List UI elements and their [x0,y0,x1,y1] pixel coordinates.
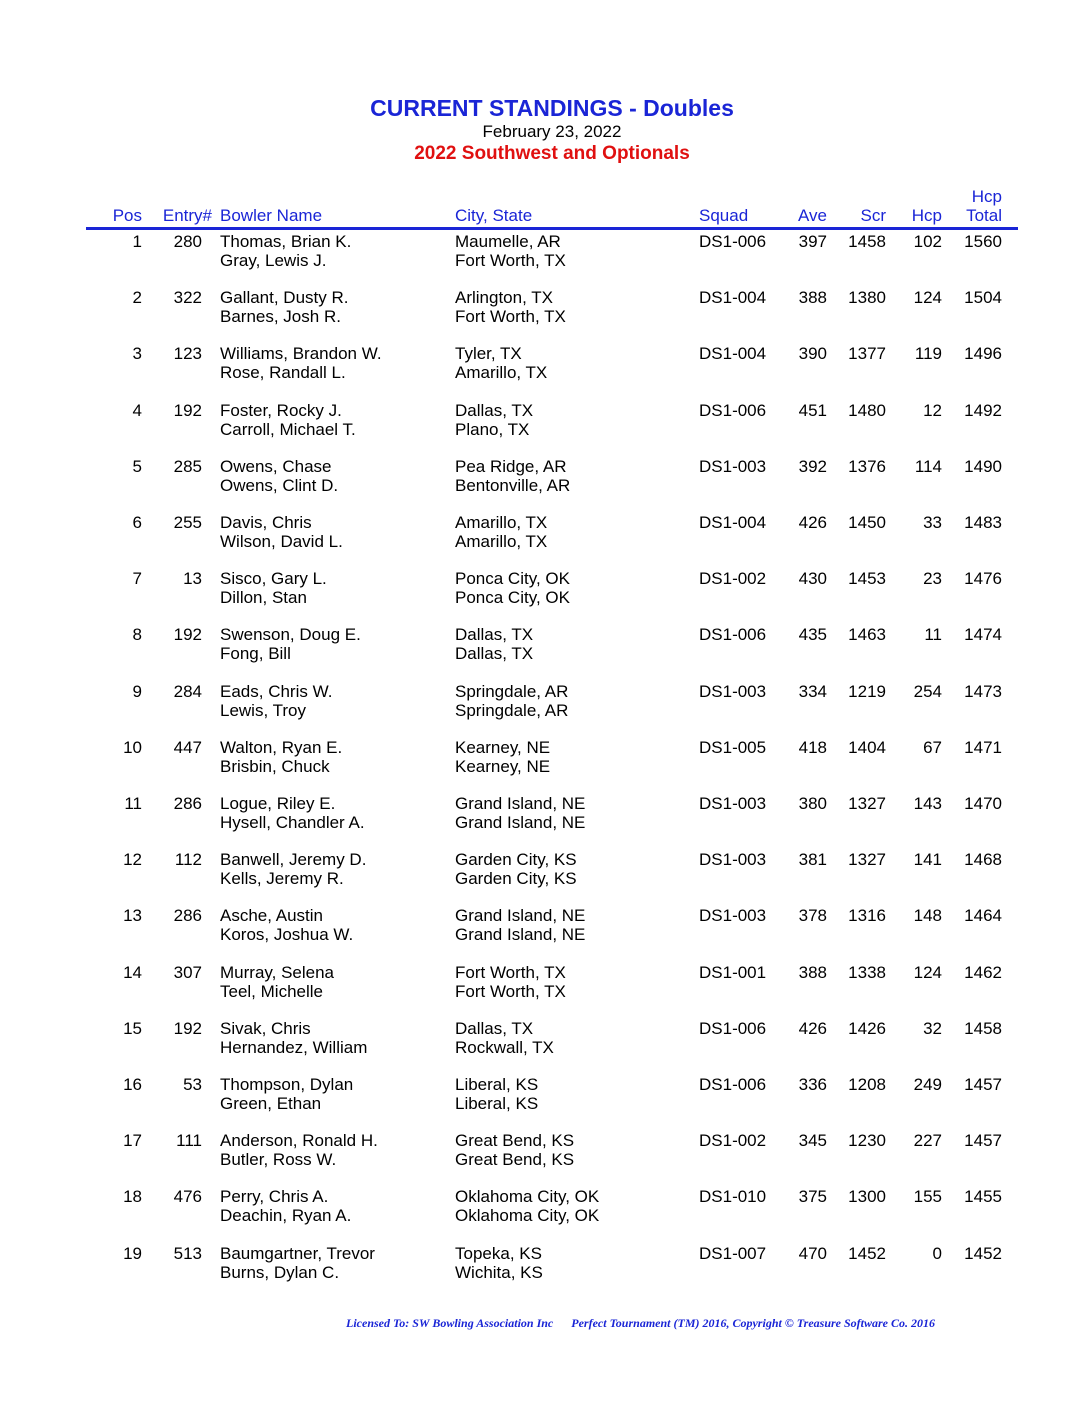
average-cell: 397 [798,232,827,251]
city-state-cell: Arlington, TX [455,288,553,307]
handicap-cell: 12 [923,401,942,420]
position-cell: 14 [123,963,142,982]
footer-license: Licensed To: SW Bowling Association Inc [346,1316,554,1330]
scratch-score-cell: 1327 [848,850,886,869]
bowler-name-cell: Walton, Ryan E. [220,738,343,757]
handicap-cell: 141 [913,850,942,869]
squad-cell: DS1-003 [699,850,767,869]
position-cell: 15 [123,1019,142,1038]
city-state-cell: Grand Island, NE [455,925,586,944]
handicap-total-cell: 1471 [964,738,1002,757]
table-row [0,457,1088,497]
scratch-score-cell: 1463 [848,625,886,644]
squad-cell: DS1-005 [699,738,767,757]
bowler-name-cell: Sisco, Gary L. [220,569,327,588]
scratch-score-cell: 1338 [848,963,886,982]
average-cell: 336 [798,1075,827,1094]
city-state-cell: Wichita, KS [455,1263,543,1282]
handicap-cell: 249 [913,1075,942,1094]
handicap-total-cell: 1464 [964,906,1002,925]
city-state-cell: Dallas, TX [455,644,534,663]
squad-cell: DS1-003 [699,794,767,813]
handicap-total-cell: 1452 [964,1244,1002,1263]
entry-number-cell: 280 [173,232,202,251]
city-state-cell: Liberal, KS [455,1075,539,1094]
city-state-cell: Springdale, AR [455,701,569,720]
city-state-cell: Dallas, TX [455,401,534,420]
position-cell: 7 [132,569,142,588]
position-cell: 3 [132,344,142,363]
position-cell: 13 [123,906,142,925]
bowler-name-cell: Owens, Clint D. [220,476,339,495]
handicap-cell: 33 [923,513,942,532]
entry-number-cell: 284 [173,682,202,701]
handicap-total-cell: 1473 [964,682,1002,701]
city-state-cell: Great Bend, KS [455,1150,575,1169]
squad-cell: DS1-001 [699,963,767,982]
table-row [0,906,1088,946]
bowler-name-cell: Hernandez, William [220,1038,368,1057]
city-state-cell: Fort Worth, TX [455,982,566,1001]
handicap-total-cell: 1470 [964,794,1002,813]
average-cell: 390 [798,344,827,363]
bowler-name-cell: Foster, Rocky J. [220,401,342,420]
table-row [0,513,1088,553]
squad-cell: DS1-010 [699,1187,767,1206]
position-cell: 9 [132,682,142,701]
position-cell: 19 [123,1244,142,1263]
bowler-name-cell: Butler, Ross W. [220,1150,337,1169]
average-cell: 470 [798,1244,827,1263]
handicap-total-cell: 1457 [964,1075,1002,1094]
handicap-cell: 67 [923,738,942,757]
city-state-cell: Amarillo, TX [455,513,548,532]
city-state-cell: Dallas, TX [455,625,534,644]
bowler-name-cell: Hysell, Chandler A. [220,813,365,832]
bowler-name-cell: Fong, Bill [220,644,291,663]
city-state-cell: Great Bend, KS [455,1131,575,1150]
average-cell: 426 [798,1019,827,1038]
bowler-name-cell: Baumgartner, Trevor [220,1244,375,1263]
scratch-score-cell: 1450 [848,513,886,532]
handicap-total-cell: 1483 [964,513,1002,532]
city-state-cell: Tyler, TX [455,344,522,363]
scratch-score-cell: 1452 [848,1244,886,1263]
scratch-score-cell: 1208 [848,1075,886,1094]
city-state-cell: Garden City, KS [455,850,577,869]
scratch-score-cell: 1480 [848,401,886,420]
table-row [0,1075,1088,1115]
bowler-name-cell: Green, Ethan [220,1094,322,1113]
city-state-cell: Rockwall, TX [455,1038,554,1057]
position-cell: 11 [124,794,142,813]
handicap-total-cell: 1496 [964,344,1002,363]
handicap-total-cell: 1455 [964,1187,1002,1206]
handicap-cell: 124 [913,963,942,982]
handicap-cell: 102 [913,232,942,251]
bowler-name-cell: Dillon, Stan [220,588,307,607]
table-row [0,232,1088,272]
city-state-cell: Liberal, KS [455,1094,539,1113]
entry-number-cell: 192 [173,625,202,644]
column-header-ave: Ave [798,206,827,225]
entry-number-cell: 112 [174,850,202,869]
average-cell: 380 [798,794,827,813]
city-state-cell: Kearney, NE [455,757,551,776]
bowler-name-cell: Asche, Austin [220,906,324,925]
squad-cell: DS1-006 [699,1019,767,1038]
handicap-cell: 11 [924,625,942,644]
city-state-cell: Springdale, AR [455,682,569,701]
column-header-city-state: City, State [455,206,533,225]
bowler-name-cell: Rose, Randall L. [220,363,346,382]
scratch-score-cell: 1300 [848,1187,886,1206]
entry-number-cell: 255 [173,513,202,532]
city-state-cell: Fort Worth, TX [455,307,566,326]
squad-cell: DS1-002 [699,1131,767,1150]
city-state-cell: Garden City, KS [455,869,577,888]
city-state-cell: Plano, TX [455,420,530,439]
average-cell: 381 [798,850,827,869]
bowler-name-cell: Deachin, Ryan A. [220,1206,352,1225]
city-state-cell: Ponca City, OK [455,569,570,588]
position-cell: 2 [132,288,142,307]
bowler-name-cell: Koros, Joshua W. [220,925,354,944]
handicap-total-cell: 1490 [964,457,1002,476]
position-cell: 5 [132,457,142,476]
handicap-total-cell: 1492 [964,401,1002,420]
city-state-cell: Kearney, NE [455,738,551,757]
position-cell: 10 [123,738,142,757]
entry-number-cell: 476 [173,1187,202,1206]
bowler-name-cell: Eads, Chris W. [220,682,333,701]
footer-copyright: Perfect Tournament (TM) 2016, Copyright © Treasure Software Co. 2016 [571,1316,936,1330]
column-header-squad: Squad [699,206,749,225]
city-state-cell: Oklahoma City, OK [455,1206,600,1225]
handicap-cell: 143 [913,794,942,813]
table-row [0,1019,1088,1059]
average-cell: 426 [798,513,827,532]
scratch-score-cell: 1458 [848,232,886,251]
bowler-name-cell: Gray, Lewis J. [220,251,327,270]
bowler-name-cell: Williams, Brandon W. [220,344,382,363]
city-state-cell: Grand Island, NE [455,906,586,925]
entry-number-cell: 322 [173,288,202,307]
squad-cell: DS1-006 [699,401,767,420]
city-state-cell: Grand Island, NE [455,813,586,832]
city-state-cell: Grand Island, NE [455,794,586,813]
table-row [0,794,1088,834]
table-row [0,625,1088,665]
handicap-cell: 32 [923,1019,942,1038]
bowler-name-cell: Owens, Chase [220,457,332,476]
bowler-name-cell: Thomas, Brian K. [220,232,352,251]
position-cell: 6 [132,513,142,532]
position-cell: 18 [123,1187,142,1206]
scratch-score-cell: 1327 [848,794,886,813]
entry-number-cell: 123 [173,344,202,363]
table-row [0,569,1088,609]
table-row [0,850,1088,890]
city-state-cell: Fort Worth, TX [455,251,566,270]
handicap-cell: 114 [914,457,942,476]
squad-cell: DS1-003 [699,682,767,701]
entry-number-cell: 192 [173,1019,202,1038]
scratch-score-cell: 1230 [848,1131,886,1150]
bowler-name-cell: Teel, Michelle [220,982,323,1001]
handicap-cell: 0 [932,1244,942,1263]
footer [346,1316,935,1331]
squad-cell: DS1-006 [699,232,767,251]
city-state-cell: Fort Worth, TX [455,963,566,982]
entry-number-cell: 447 [173,738,202,757]
average-cell: 334 [798,682,827,701]
bowler-name-cell: Swenson, Doug E. [220,625,361,644]
city-state-cell: Amarillo, TX [455,363,548,382]
bowler-name-cell: Anderson, Ronald H. [220,1131,378,1150]
squad-cell: DS1-004 [699,288,767,307]
average-cell: 388 [798,963,827,982]
table-row [0,401,1088,441]
handicap-total-cell: 1474 [964,625,1002,644]
column-header-hcp-total-line2: Total [966,206,1002,225]
city-state-cell: Ponca City, OK [455,588,570,607]
tournament-name: 2022 Southwest and Optionals [414,143,690,164]
entry-number-cell: 513 [173,1244,202,1263]
bowler-name-cell: Lewis, Troy [220,701,306,720]
column-header-pos: Pos [112,206,142,225]
bowler-name-cell: Banwell, Jeremy D. [220,850,367,869]
scratch-score-cell: 1404 [848,738,886,757]
bowler-name-cell: Thompson, Dylan [220,1075,354,1094]
handicap-cell: 155 [913,1187,942,1206]
bowler-name-cell: Wilson, David L. [220,532,343,551]
city-state-cell: Dallas, TX [455,1019,534,1038]
entry-number-cell: 53 [183,1075,202,1094]
scratch-score-cell: 1376 [848,457,886,476]
column-header-entry: Entry# [162,206,212,225]
squad-cell: DS1-003 [699,457,767,476]
position-cell: 17 [123,1131,142,1150]
city-state-cell: Amarillo, TX [455,532,548,551]
handicap-total-cell: 1457 [964,1131,1002,1150]
bowler-name-cell: Murray, Selena [220,963,335,982]
average-cell: 392 [798,457,827,476]
entry-number-cell: 286 [173,794,202,813]
handicap-total-cell: 1458 [964,1019,1002,1038]
scratch-score-cell: 1316 [848,906,886,925]
table-row [0,1244,1088,1284]
handicap-total-cell: 1468 [964,850,1002,869]
table-row [0,288,1088,328]
city-state-cell: Maumelle, AR [455,232,561,251]
handicap-total-cell: 1504 [964,288,1002,307]
scratch-score-cell: 1219 [848,682,886,701]
table-row [0,963,1088,1003]
squad-cell: DS1-004 [699,513,767,532]
position-cell: 12 [123,850,142,869]
column-header-scr: Scr [860,206,886,225]
report-date: February 23, 2022 [482,122,622,141]
average-cell: 451 [798,401,827,420]
squad-cell: DS1-004 [699,344,767,363]
handicap-total-cell: 1476 [964,569,1002,588]
squad-cell: DS1-006 [699,625,767,644]
handicap-total-cell: 1462 [964,963,1002,982]
page-title: CURRENT STANDINGS - Doubles [370,95,734,121]
column-header-hcp: Hcp [911,206,942,225]
handicap-cell: 124 [913,288,942,307]
average-cell: 388 [798,288,827,307]
column-header-hcp-total-line1: Hcp [971,187,1002,206]
position-cell: 1 [132,232,142,251]
scratch-score-cell: 1377 [848,344,886,363]
city-state-cell: Pea Ridge, AR [455,457,567,476]
city-state-cell: Bentonville, AR [455,476,571,495]
squad-cell: DS1-007 [699,1244,767,1263]
entry-number-cell: 192 [173,401,202,420]
header-divider [86,227,1018,230]
table-row [0,1131,1088,1171]
bowler-name-cell: Perry, Chris A. [220,1187,329,1206]
scratch-score-cell: 1380 [848,288,886,307]
average-cell: 345 [798,1131,827,1150]
average-cell: 430 [798,569,827,588]
handicap-cell: 227 [913,1131,942,1150]
average-cell: 435 [798,625,827,644]
entry-number-cell: 13 [183,569,202,588]
bowler-name-cell: Brisbin, Chuck [220,757,330,776]
scratch-score-cell: 1426 [848,1019,886,1038]
entry-number-cell: 286 [173,906,202,925]
handicap-cell: 119 [914,344,942,363]
table-row [0,344,1088,384]
bowler-name-cell: Sivak, Chris [220,1019,311,1038]
position-cell: 8 [132,625,142,644]
table-row [0,682,1088,722]
bowler-name-cell: Logue, Riley E. [220,794,336,813]
average-cell: 418 [798,738,827,757]
squad-cell: DS1-003 [699,906,767,925]
handicap-cell: 148 [913,906,942,925]
city-state-cell: Oklahoma City, OK [455,1187,600,1206]
bowler-name-cell: Carroll, Michael T. [220,420,356,439]
average-cell: 378 [798,906,827,925]
city-state-cell: Topeka, KS [455,1244,542,1263]
average-cell: 375 [798,1187,827,1206]
handicap-total-cell: 1560 [964,232,1002,251]
position-cell: 16 [123,1075,142,1094]
bowler-name-cell: Burns, Dylan C. [220,1263,340,1282]
handicap-cell: 254 [913,682,942,701]
bowler-name-cell: Barnes, Josh R. [220,307,341,326]
position-cell: 4 [132,401,142,420]
bowler-name-cell: Davis, Chris [220,513,312,532]
squad-cell: DS1-006 [699,1075,767,1094]
entry-number-cell: 307 [173,963,202,982]
table-row [0,1187,1088,1227]
entry-number-cell: 111 [176,1131,202,1150]
bowler-name-cell: Gallant, Dusty R. [220,288,349,307]
table-row [0,738,1088,778]
scratch-score-cell: 1453 [848,569,886,588]
entry-number-cell: 285 [173,457,202,476]
squad-cell: DS1-002 [699,569,767,588]
handicap-cell: 23 [923,569,942,588]
column-header-bowler-name: Bowler Name [220,206,323,225]
bowler-name-cell: Kells, Jeremy R. [220,869,344,888]
